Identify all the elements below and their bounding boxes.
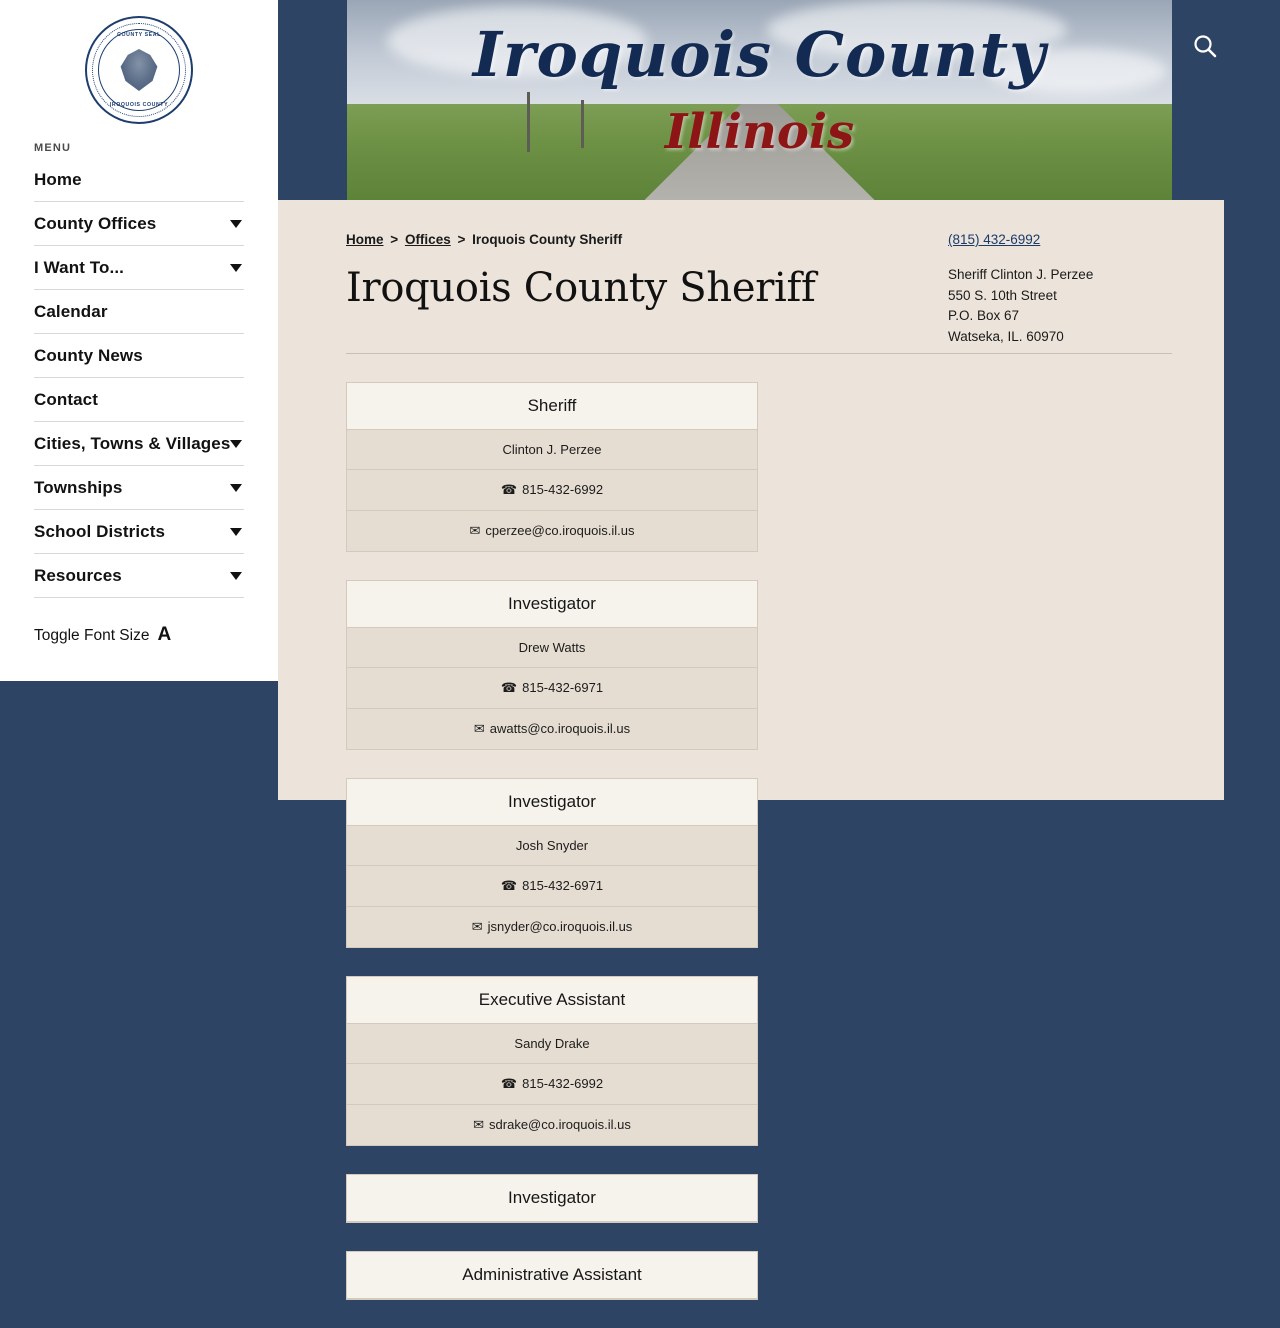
sidebar-item-calendar[interactable]	[34, 290, 244, 334]
phone-icon: ☎	[500, 878, 518, 893]
sidebar-item-townships[interactable]	[34, 466, 244, 510]
toggle-font-size-label: Toggle Font Size	[34, 627, 150, 644]
section-divider	[346, 353, 1172, 354]
sidebar-item-label: I Want To...	[34, 258, 124, 277]
sidebar-item-label: Contact	[34, 390, 98, 409]
staff-card-title: Executive Assistant	[347, 977, 757, 1024]
sidebar-item-i-want-to[interactable]	[34, 246, 244, 290]
sidebar-item-county-news[interactable]	[34, 334, 244, 378]
staff-card	[346, 778, 758, 948]
menu-label: MENU	[34, 142, 72, 154]
staff-card-title: Sheriff	[347, 383, 757, 430]
chevron-down-icon[interactable]	[230, 440, 242, 448]
staff-card-title: Investigator	[347, 581, 757, 628]
staff-card-title: Investigator	[347, 1175, 757, 1222]
office-address-po-box: P.O. Box 67	[948, 308, 1020, 323]
sidebar-item-label: Townships	[34, 478, 123, 497]
staff-card-title: Administrative Assistant	[347, 1252, 757, 1299]
office-phone-link[interactable]: (815) 432-6992	[948, 232, 1041, 247]
phone-icon: ☎	[500, 482, 518, 497]
staff-card-name: Josh Snyder	[347, 826, 757, 866]
sidebar-item-label: School Districts	[34, 522, 166, 541]
sidebar-item-label: Calendar	[34, 302, 108, 321]
chevron-down-icon[interactable]	[230, 528, 242, 536]
breadcrumb-home[interactable]: Home	[346, 232, 384, 247]
envelope-icon: ✉	[473, 721, 485, 736]
envelope-icon: ✉	[471, 919, 483, 934]
sidebar-item-label: County Offices	[34, 214, 157, 233]
breadcrumb-current: Iroquois County Sheriff	[472, 232, 623, 247]
staff-card-email: cperzee@co.iroquois.il.us	[485, 523, 635, 538]
envelope-icon: ✉	[469, 523, 481, 538]
main-content	[278, 200, 1224, 1284]
sidebar-item-school-districts[interactable]	[34, 510, 244, 554]
phone-icon: ☎	[500, 1076, 518, 1091]
sidebar-item-contact[interactable]	[34, 378, 244, 422]
staff-card-email-row[interactable]	[347, 709, 757, 749]
staff-card-name: Sandy Drake	[347, 1024, 757, 1064]
staff-card-phone-row[interactable]	[347, 470, 757, 511]
staff-card-phone: 815-432-6971	[522, 680, 604, 695]
chevron-down-icon[interactable]	[230, 572, 242, 580]
breadcrumb-separator: >	[457, 232, 466, 247]
staff-card-email: awatts@co.iroquois.il.us	[489, 721, 631, 736]
staff-card-title: Investigator	[347, 779, 757, 826]
banner-title: Iroquois County	[472, 18, 1047, 91]
page-title: Iroquois County Sheriff	[346, 265, 816, 311]
staff-card-phone-row[interactable]	[347, 866, 757, 907]
sidebar-item-cities-towns-villages[interactable]	[34, 422, 244, 466]
staff-card-email: jsnyder@co.iroquois.il.us	[487, 919, 633, 934]
chevron-down-icon[interactable]	[230, 484, 242, 492]
breadcrumb-offices[interactable]: Offices	[404, 232, 451, 247]
staff-card-phone: 815-432-6992	[522, 1076, 604, 1091]
staff-card-phone-row[interactable]	[347, 1064, 757, 1105]
sidebar-item-home[interactable]	[34, 158, 244, 202]
staff-card-email: sdrake@co.iroquois.il.us	[489, 1117, 631, 1132]
seal-bottom-text: IROQUOIS COUNTY	[109, 102, 169, 108]
seal-top-text: COUNTY SEAL	[117, 32, 161, 38]
search-icon[interactable]	[1192, 33, 1218, 59]
staff-card-phone: 815-432-6992	[522, 482, 604, 497]
banner-subtitle: Illinois	[664, 104, 855, 160]
site-banner	[347, 0, 1172, 200]
staff-card	[346, 1251, 758, 1300]
county-seal-logo[interactable]	[0, 0, 278, 124]
header-right-strip	[1172, 0, 1280, 200]
staff-card-email-row[interactable]	[347, 1105, 757, 1145]
staff-card	[346, 976, 758, 1146]
envelope-icon: ✉	[473, 1117, 485, 1132]
sidebar-item-label: Cities, Towns & Villages	[34, 434, 231, 453]
staff-card-name: Clinton J. Perzee	[347, 430, 757, 470]
sidebar-item-county-offices[interactable]	[34, 202, 244, 246]
staff-card-email-row[interactable]	[347, 907, 757, 947]
office-contact-name: Sheriff Clinton J. Perzee	[948, 267, 1094, 282]
staff-card-phone-row[interactable]	[347, 668, 757, 709]
sidebar-item-label: Resources	[34, 566, 122, 585]
staff-card	[346, 1174, 758, 1223]
phone-icon: ☎	[500, 680, 518, 695]
sidebar	[0, 0, 278, 681]
sidebar-nav	[0, 158, 278, 598]
sidebar-item-label: County News	[34, 346, 143, 365]
breadcrumb-separator: >	[390, 232, 399, 247]
sidebar-item-label: Home	[34, 170, 82, 189]
staff-card-name: Drew Watts	[347, 628, 757, 668]
chevron-down-icon[interactable]	[230, 264, 242, 272]
chevron-down-icon[interactable]	[230, 220, 242, 228]
sidebar-item-resources[interactable]	[34, 554, 244, 598]
office-contact-block	[948, 232, 1168, 347]
office-address-city: Watseka, IL. 60970	[948, 328, 1064, 344]
staff-card-phone: 815-432-6971	[522, 878, 604, 893]
staff-card	[346, 580, 758, 750]
staff-card-email-row[interactable]	[347, 511, 757, 551]
toggle-font-size-button[interactable]	[34, 624, 244, 646]
header-left-strip	[278, 0, 347, 200]
staff-card-grid	[346, 382, 1172, 1328]
office-address-street: 550 S. 10th Street	[948, 287, 1057, 303]
font-size-glyph: A	[157, 624, 172, 645]
staff-card	[346, 382, 758, 552]
